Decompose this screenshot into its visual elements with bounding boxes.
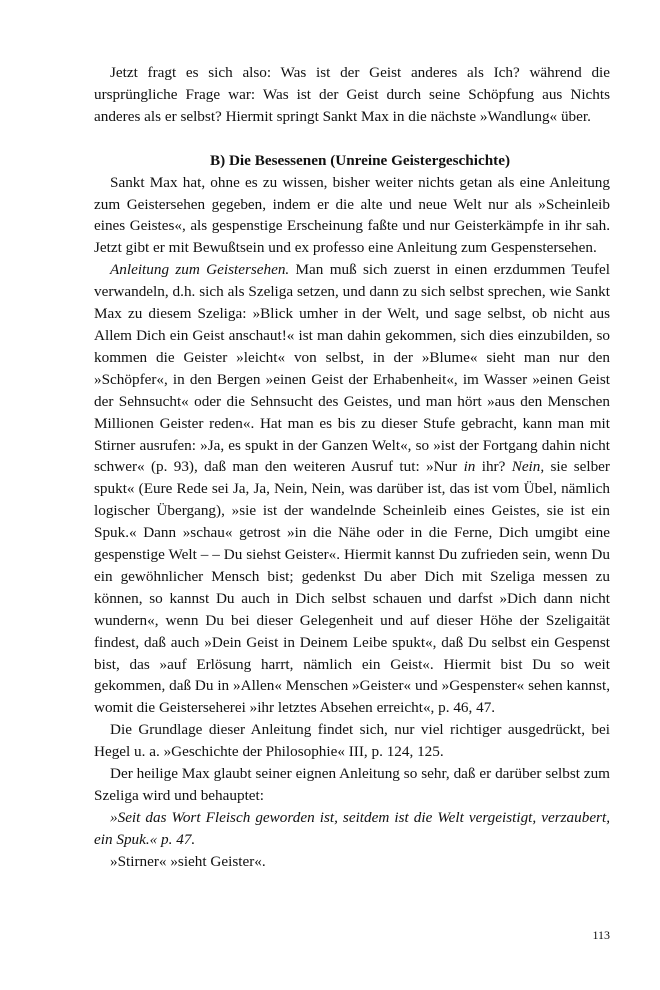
quotation [94,807,610,851]
text-run: Man muß sich zuerst in einen erzdummen Teufel verwandeln, d.h. sich als Szeliga setzen, und dann zu sich selbst sprechen, wie Sankt Max zu diesem Szeliga: »Blick umher in der Welt, und sage selbst, ob nicht aus Allem Dich ein Geist anschaut!« ist man dahin gekommen, sich dies einzubilden, so kommen die Geister »leicht« von selbst, in der »Blume« sieht man nur den »Schöpfer«, in den Bergen »einen Geist der Erhabenheit«, im Wasser »einen Geist der Sehnsucht« oder die Sehnsucht des Geistes, und man hört »aus den Menschen Millionen Geister reden«. Hat man es bis zu dieser Stufe gebracht, kann man mit Stirner ausrufen: »Ja, es spukt in der Ganzen Welt«, so »ist der Fortgang dahin nicht schwer« (p. 93), daß man den weiteren Ausruf tut: »Nur [94,261,610,476]
page-number: 113 [592,928,610,942]
paragraph: »Stirner« »sieht Geister«. [110,852,266,870]
section-heading: B) Die Besessenen (Unreine Geistergeschichte) [209,151,511,169]
paragraph [94,259,610,719]
paragraph: Jetzt fragt es sich also: Was ist der Geist anderes als Ich? während die ursprüngliche Frage war: Was ist der Geist durch seine Schöpfung aus Nichts anderes als er selbst? Hiermit springt Sankt Max in die nächste »Wandlung« über. [94,64,610,125]
paragraph: Die Grundlage dieser Anleitung findet sich, nur viel richtiger ausgedrückt, bei Hegel u. a. »Geschichte der Philosophie« III, p. 124, 125. [94,721,610,761]
italic-word: Nein, [511,458,545,476]
italic-word: in [463,458,476,476]
paragraph: Sankt Max hat, ohne es zu wissen, bisher weiter nichts getan als eine Anleitung zum Geistersehen gegeben, indem er die alte und neue Welt nur als »Scheinleib eines Geistes«, als gespenstige Erscheinung faßte und nur Geisterkämpfe in ihr sah. Jetzt gibt er mit Bewußtsein und ex professo eine Anleitung zum Gespenstersehen. [94,173,610,257]
page-body [94,62,610,873]
text-run: ihr? [475,458,512,476]
paragraph: Der heilige Max glaubt seiner eignen Anleitung so sehr, daß er darüber selbst zum Szeliga wird und behauptet: [94,765,610,804]
italic-lead: Anleitung zum Geistersehen. [110,261,290,279]
text-run: sie selber spukt« (Eure Rede sei Ja, Ja, Nein, Nein, was darüber ist, das ist vom Übel, nämlich logischer Übergang), »sie ist der wandelnde Scheinleib eines Geistes, sie ist ein Spuk.« Dann »schau« getrost »in die Nähe oder in die Ferne, Dich umgibt eine gespenstige Welt – – Du siehst Geister«. Hiermit kannst Du zufrieden sein, wenn Du ein gewöhnlicher Mensch bist; gedenkst Du aber Dich mit Szeliga messen zu können, so kannst Du auch in Dich selbst schauen und darfst »Dich dann nicht wundern«, wenn Du bei dieser Gelegenheit und auf dieser Höhe der Szeligaität findest, daß auch »Dein Geist in Deinem Leibe spukt«, daß Du selbst ein Gespenst bist, das »auf Erlösung harrt, nämlich ein Geist«. Hiermit bist Du so weit gekommen, daß Du in »Allen« Menschen »Geister« und »Gespenster« sehen kannst, womit die Geisterseherei »ihr letztes Absehen erreicht«, p. 46, 47. [94,458,610,717]
quote-text: »Seit das Wort Fleisch geworden ist, seitdem ist die Welt vergeistigt, verzaubert, ein Spuk.« p. 47. [94,808,610,848]
